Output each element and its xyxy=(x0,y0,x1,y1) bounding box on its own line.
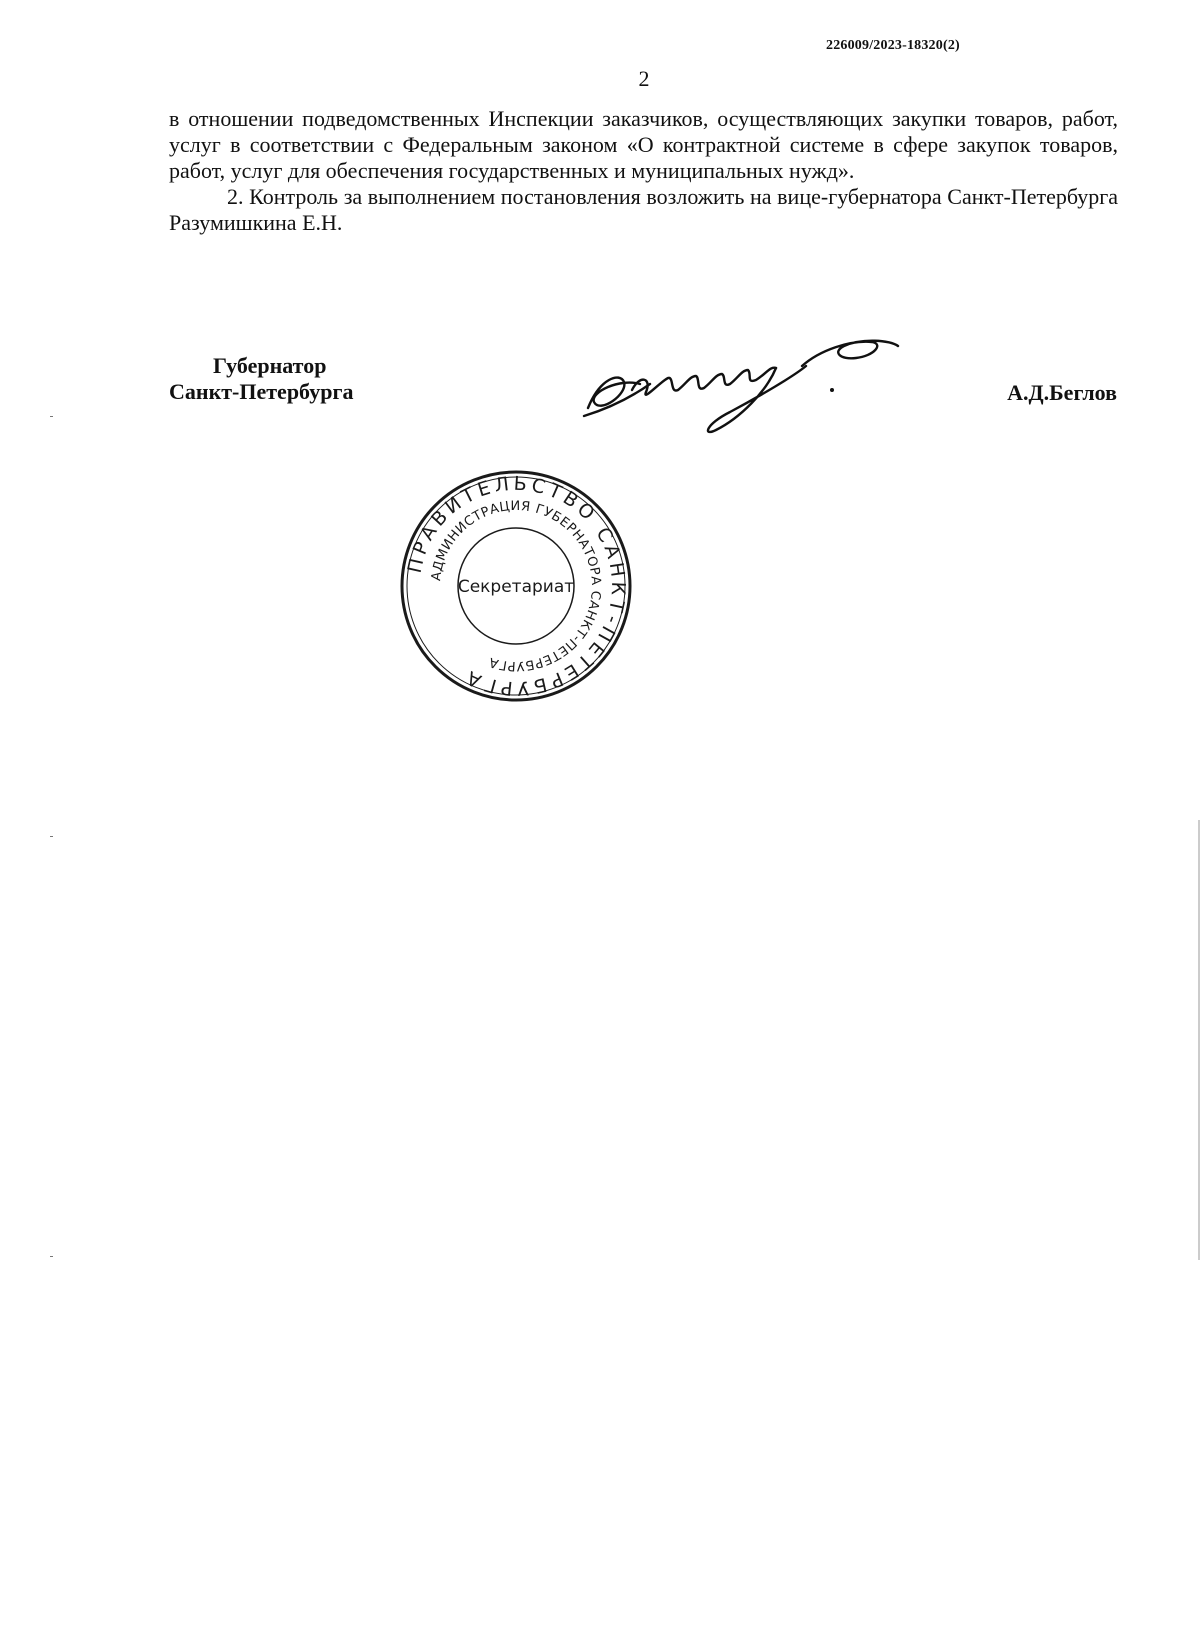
signatory-title xyxy=(169,353,353,405)
paragraph-2: 2. Контроль за выполнением постановления возложить на вице-губернатора Санкт-Петербурга Разумишкина Е.Н. xyxy=(169,184,1118,235)
official-seal xyxy=(398,468,634,704)
signatory-name: А.Д.Беглов xyxy=(1007,380,1117,405)
handwritten-signature xyxy=(580,338,910,448)
paragraph-1: в отношении подведомственных Инспекции заказчиков, осуществляющих закупки товаров, работ, услуг в соответствии с Федеральным законом «О контрактной системе в сфере закупок товаров, работ, услуг для обеспечения государственных и муниципальных нужд». xyxy=(169,106,1118,183)
seal-outer-text: ПРАВИТЕЛЬСТВО САНКТ-ПЕТЕРБУРГА xyxy=(403,472,630,700)
margin-mark xyxy=(50,836,53,837)
signatory-title-line-1: Губернатор xyxy=(213,353,327,378)
seal-inner-text: АДМИНИСТРАЦИЯ ГУБЕРНАТОРА САНКТ-ПЕТЕРБУРГА xyxy=(429,498,604,674)
seal-center-text: Секретариат xyxy=(457,577,575,597)
signatory-title-line-2: Санкт-Петербурга xyxy=(169,379,354,404)
document-body xyxy=(169,106,1118,236)
document-id: 226009/2023-18320(2) xyxy=(826,38,960,53)
margin-mark xyxy=(50,1256,53,1257)
page-number: 2 xyxy=(638,66,650,91)
margin-mark xyxy=(50,416,53,417)
